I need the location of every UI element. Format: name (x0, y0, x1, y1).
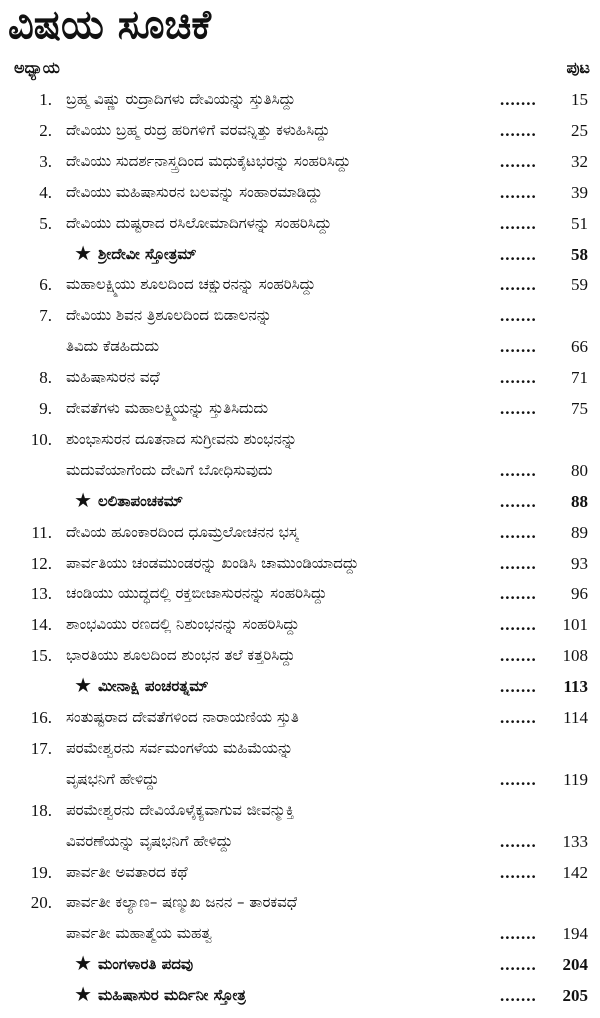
page-number: 96 (571, 584, 588, 604)
toc-entry-line[interactable] (0, 671, 600, 702)
page-number: 108 (562, 646, 588, 666)
star-icon: ★ (74, 242, 92, 265)
dot-leader: ....... (500, 584, 537, 604)
star-icon: ★ (74, 675, 92, 698)
toc-entry-line[interactable] (0, 640, 600, 671)
entry-title: ಶಾಂಭವಿಯು ರಣದಲ್ಲಿ ನಿಶುಂಭನನ್ನು ಸಂಹರಿಸಿದ್ದು (66, 615, 300, 634)
toc-entry-line[interactable] (0, 239, 600, 270)
chapter-number: 19. (30, 862, 52, 882)
dot-leader: ....... (500, 986, 537, 1006)
entry-title: ಶ್ರೀದೇವೀ ಸ್ತೋತ್ರಮ್ (98, 244, 197, 263)
chapter-column-header: ಅಧ್ಯಾಯ (14, 58, 60, 77)
toc-entry-line[interactable] (0, 578, 600, 609)
page-number: 119 (563, 769, 588, 789)
entry-title: ವಿವರಣೆಯನ್ನು ವೃಷಭನಿಗೆ ಹೇಳಿದ್ದು (66, 831, 233, 850)
chapter-number: 17. (30, 738, 52, 758)
page-number: 88 (571, 491, 588, 511)
entry-title: ದೇವಿಯು ದುಷ್ಟರಾದ ರಸಿಲೋಮಾದಿಗಳನ್ನು ಸಂಹರಿಸಿದ್ದು (66, 213, 332, 232)
star-icon: ★ (74, 489, 92, 512)
entry-title: ಪಾರ್ವತೀ ಅವತಾರದ ಕಥೆ (66, 862, 188, 881)
entry-title: ದೇವಿಯು ಬ್ರಹ್ಮ ರುದ್ರ ಹರಿಗಳಿಗೆ ವರವನ್ನಿತ್ತು ಕಳುಹಿಸಿದ್ದು (66, 120, 330, 139)
toc-entry-line[interactable] (0, 702, 600, 733)
dot-leader: ....... (500, 553, 537, 573)
dot-leader: ....... (500, 460, 537, 480)
page-number: 71 (571, 368, 588, 388)
page-number: 113 (563, 677, 588, 697)
entry-title: ವೃಷಭನಿಗೆ ಹೇಳಿದ್ದು (66, 769, 159, 788)
page-number: 39 (571, 182, 588, 202)
toc-entry-line[interactable] (0, 300, 600, 331)
chapter-number: 4. (39, 182, 52, 202)
toc-entry-line[interactable] (0, 609, 600, 640)
page-number: 58 (571, 244, 588, 264)
toc-entry-line[interactable] (0, 362, 600, 393)
chapter-number: 3. (39, 151, 52, 171)
dot-leader: ....... (500, 337, 537, 357)
dot-leader: ....... (500, 120, 537, 140)
page-title: ವಿಷಯ ಸೂಚಿಕೆ (8, 2, 212, 48)
toc-entry-line[interactable] (0, 177, 600, 208)
chapter-number: 10. (30, 429, 52, 449)
page-number: 204 (562, 955, 588, 975)
chapter-number: 9. (39, 399, 52, 418)
entry-title: ಪಾರ್ವತಿಯು ಚಂಡಮುಂಡರನ್ನು ಖಂಡಿಸಿ ಚಾಮುಂಡಿಯಾದದ್ದು (66, 553, 359, 572)
dot-leader: ....... (500, 151, 537, 171)
toc-entry-line[interactable] (0, 887, 600, 918)
chapter-number: 2. (39, 120, 52, 140)
entry-title: ಮದುವೆಯಾಗೆಂದು ದೇವಿಗೆ ಬೋಧಿಸುವುದು (66, 460, 273, 479)
entry-title: ಮಹಿಷಾಸುರ ಮರ್ದಿನೀ ಸ್ತೋತ್ರ (98, 986, 246, 1005)
star-icon: ★ (74, 953, 92, 976)
page-number: 25 (571, 120, 588, 140)
dot-leader: ....... (500, 677, 537, 697)
entry-title: ಮೀನಾಕ್ಷಿ ಪಂಚರತ್ನಮ್ (98, 677, 209, 696)
page-number: 66 (571, 337, 588, 357)
toc-entry-line[interactable] (0, 733, 600, 764)
chapter-number: 7. (39, 306, 52, 326)
entry-title: ಲಲಿತಾಪಂಚಕಮ್ (98, 491, 183, 510)
toc-entry-line[interactable] (0, 208, 600, 239)
dot-leader: ....... (500, 522, 537, 542)
toc-entry-line[interactable] (0, 949, 600, 980)
dot-leader: ....... (500, 862, 537, 882)
entry-title: ಪಾರ್ವತೀ ಕಲ್ಯಾಣ– ಷಣ್ಮುಖ ಜನನ – ತಾರಕವಧೆ (66, 893, 298, 912)
page-number: 59 (571, 275, 588, 295)
page-number: 205 (562, 986, 588, 1006)
entry-title: ಮಹಿಷಾಸುರನ ವಧೆ (66, 368, 160, 387)
dot-leader: ....... (500, 90, 537, 109)
chapter-number: 5. (39, 213, 52, 233)
page-number: 142 (562, 862, 588, 882)
toc-entry-line[interactable] (0, 455, 600, 486)
toc-entry-line[interactable] (0, 795, 600, 826)
chapter-number: 18. (30, 800, 52, 820)
dot-leader: ....... (500, 275, 537, 295)
chapter-number: 14. (30, 615, 52, 635)
dot-leader: ....... (500, 399, 537, 418)
entry-title: ಪರಮೇಶ್ವರನು ದೇವಿಯೊಳೈಕ್ಯವಾಗುವ ಜೀವನ್ಮುಕ್ತಿ (66, 800, 295, 819)
page-column-header: ಪುಟ (566, 58, 590, 77)
toc-entry-line[interactable] (0, 857, 600, 888)
entry-title: ಚಂಡಿಯು ಯುದ್ಧದಲ್ಲಿ ರಕ್ತಬೀಜಾಸುರನನ್ನು ಸಂಹರಿಸಿದ್ದು (66, 584, 327, 603)
chapter-number: 1. (39, 90, 52, 109)
dot-leader: ....... (500, 244, 537, 264)
chapter-number: 13. (30, 584, 52, 604)
chapter-number: 6. (39, 275, 52, 295)
dot-leader: ....... (500, 769, 537, 789)
dot-leader: ....... (500, 306, 537, 326)
dot-leader: ....... (500, 213, 537, 233)
dot-leader: ....... (500, 831, 537, 851)
entry-title: ಮಹಾಲಕ್ಷ್ಮಿಯು ಶೂಲದಿಂದ ಚಕ್ಷುರನನ್ನು ಸಂಹರಿಸಿದ್ದು (66, 275, 316, 294)
dot-leader: ....... (500, 368, 537, 388)
toc-entry-line[interactable] (0, 486, 600, 517)
dot-leader: ....... (500, 182, 537, 202)
entry-title: ದೇವಿಯ ಹೂಂಕಾರದಿಂದ ಧೂಮ್ರಲೋಚನನ ಭಸ್ಮ (66, 522, 299, 541)
dot-leader: ....... (500, 646, 537, 666)
toc-entry-line[interactable] (0, 115, 600, 146)
page-number: 75 (571, 399, 588, 418)
page-number: 114 (563, 708, 588, 727)
dot-leader: ....... (500, 491, 537, 511)
dot-leader: ....... (500, 708, 537, 727)
entry-title: ದೇವಿಯು ಶಿವನ ತ್ರಿಶೂಲದಿಂದ ಬಿಡಾಲನನ್ನು (66, 306, 272, 325)
chapter-number: 20. (30, 893, 52, 913)
page-number: 93 (571, 553, 588, 573)
toc-entry-line[interactable] (0, 331, 600, 362)
star-icon: ★ (74, 984, 92, 1007)
entry-title: ದೇವಿಯು ಸುದರ್ಶನಾಸ್ತ್ರದಿಂದ ಮಧುಕೈಟಭರನ್ನು ಸಂಹರಿಸಿದ್ದು (66, 151, 351, 170)
dot-leader: ....... (500, 924, 537, 944)
chapter-number: 15. (30, 646, 52, 666)
page-number: 194 (562, 924, 588, 944)
chapter-number: 11. (31, 522, 52, 542)
page-number: 89 (571, 522, 588, 542)
dot-leader: ....... (500, 955, 537, 975)
entry-title: ಪರಮೇಶ್ವರನು ಸರ್ವಮಂಗಳೆಯ ಮಹಿಮೆಯನ್ನು (66, 738, 294, 757)
toc-entry-line[interactable] (0, 826, 600, 857)
toc-entry-line[interactable] (0, 918, 600, 949)
entry-title: ಬ್ರಹ್ಮ ವಿಷ್ಣು ರುದ್ರಾದಿಗಳು ದೇವಿಯನ್ನು ಸ್ತುತಿಸಿದ್ದು (66, 90, 296, 108)
dot-leader: ....... (500, 615, 537, 635)
toc-entry-line[interactable] (0, 393, 600, 424)
entry-title: ಶುಂಭಾಸುರನ ದೂತನಾದ ಸುಗ್ರೀವನು ಶುಂಭನನ್ನು (66, 429, 298, 448)
entry-title: ತಿವಿದು ಕೆಡಹಿದುದು (66, 337, 159, 356)
page-number: 32 (571, 151, 588, 171)
page-number: 80 (571, 460, 588, 480)
toc-entry-line[interactable] (0, 980, 600, 1011)
page-number: 133 (562, 831, 588, 851)
entry-title: ದೇವಿಯು ಮಹಿಷಾಸುರನ ಬಲವನ್ನು ಸಂಹಾರಮಾಡಿದ್ದು (66, 182, 323, 201)
chapter-number: 8. (39, 368, 52, 388)
toc-entry-line[interactable] (0, 146, 600, 177)
toc-entry-line[interactable] (0, 424, 600, 455)
entry-title: ಭಾರತಿಯು ಶೂಲದಿಂದ ಶುಂಭನ ತಲೆ ಕತ್ತರಿಸಿದ್ದು (66, 646, 296, 665)
page-number: 15 (571, 90, 588, 109)
chapter-number: 12. (30, 553, 52, 573)
entry-title: ಸಂತುಷ್ಟರಾದ ದೇವತೆಗಳಿಂದ ನಾರಾಯಣಿಯ ಸ್ತುತಿ (66, 708, 299, 726)
entry-title: ಪಾರ್ವತೀ ಮಹಾತ್ಮೆಯ ಮಹತ್ವ (66, 924, 213, 943)
entry-title: ಮಂಗಳಾರತಿ ಪದವು (98, 955, 194, 974)
chapter-number: 16. (30, 708, 52, 727)
toc-entry-line[interactable] (0, 517, 600, 548)
page-number: 51 (571, 213, 588, 233)
page-number: 101 (562, 615, 588, 635)
entry-title: ದೇವತೆಗಳು ಮಹಾಲಕ್ಷ್ಮಿಯನ್ನು ಸ್ತುತಿಸಿದುದು (66, 399, 268, 417)
toc-entry-line[interactable] (0, 764, 600, 795)
toc-entry-line[interactable] (0, 269, 600, 300)
toc-entry-line[interactable] (0, 84, 600, 115)
toc-entry-line[interactable] (0, 548, 600, 579)
